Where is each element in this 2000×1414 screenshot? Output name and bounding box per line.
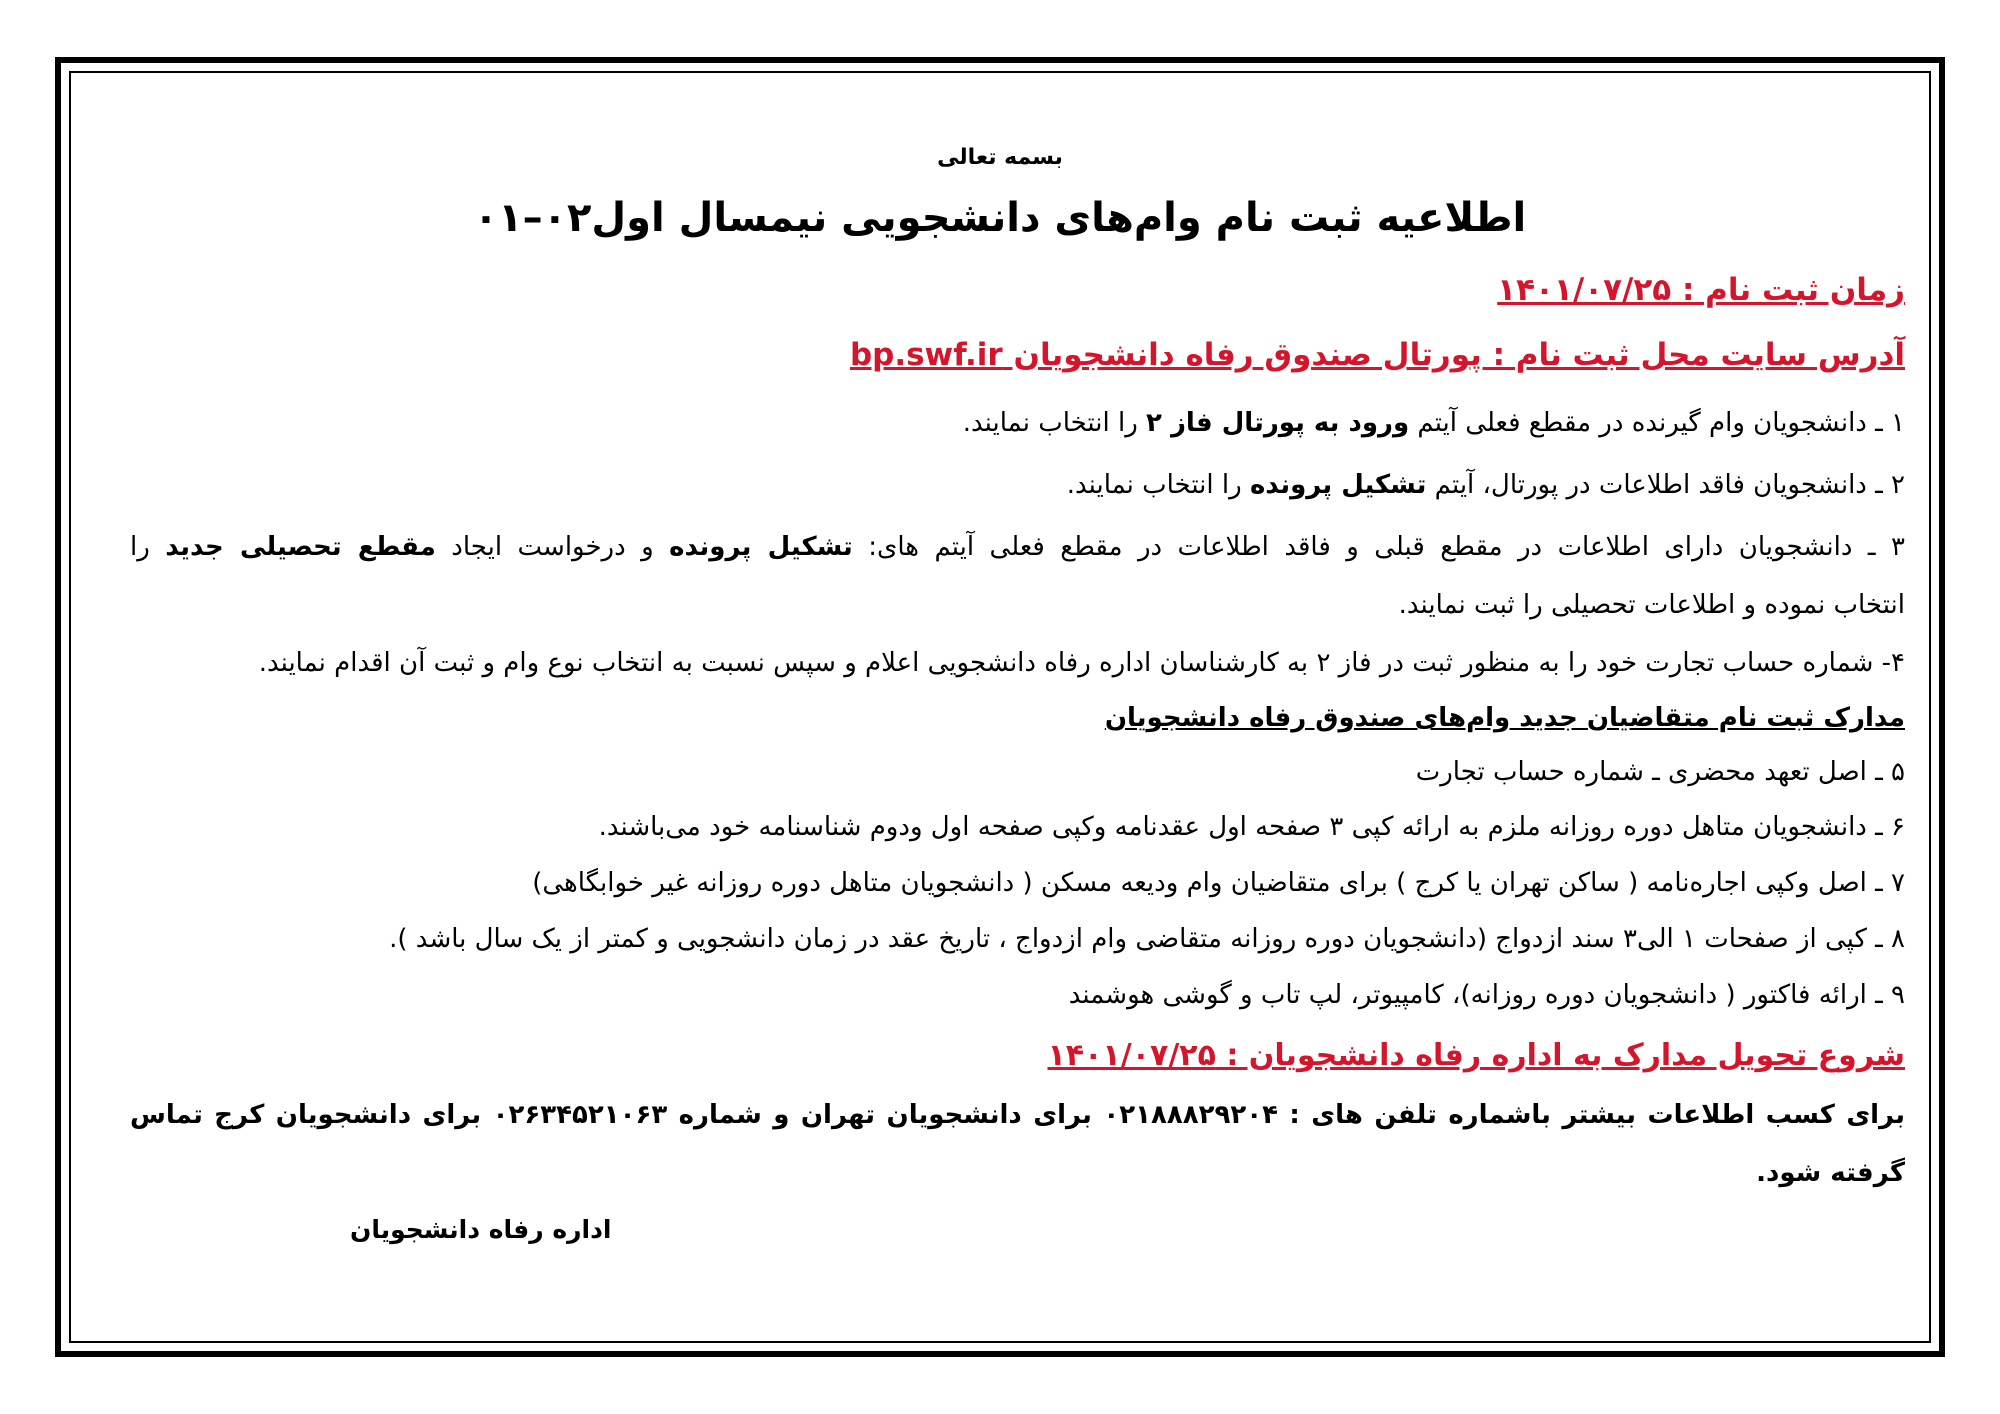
item-2-text-b: تشکیل پرونده <box>1249 470 1427 500</box>
item-2-text-a: ۲ ـ دانشجویان فاقد اطلاعات در پورتال، آیتم <box>1426 470 1905 500</box>
documents-heading: مدارک ثبت نام متقاضیان جدید وام‌های صندوق رفاه دانشجویان <box>1104 703 1905 733</box>
item-3-text-b: تشکیل پرونده <box>669 532 853 562</box>
item-1-text-a: ۱ ـ دانشجویان وام گیرنده در مقطع فعلی آیتم <box>1409 408 1905 438</box>
page-title: اطلاعیه ثبت نام وام‌های دانشجویی نیمسال اول۰۲–۰۱ <box>473 195 1527 241</box>
item-3 <box>130 532 1905 562</box>
registration-time-label: زمان ثبت نام : ۱۴۰۱/۰۷/۲۵ <box>1497 272 1905 308</box>
registration-site-url[interactable]: bp.swf.ir <box>849 337 1003 373</box>
item-2-text-c: را انتخاب نمایند. <box>1066 470 1250 500</box>
item-1-text-c: را انتخاب نمایند. <box>962 408 1147 438</box>
bismillah: بسمه تعالی <box>937 145 1063 170</box>
item-7: ۷ ـ اصل وکپی اجاره‌نامه ( ساکن تهران یا کرج ) برای متقاضیان وام ودیعه مسکن ( دانشجویان متاهل دوره روزانه غیر خوابگاهی) <box>532 868 1905 898</box>
item-3-text-d: مقطع تحصیلی جدید <box>165 532 436 562</box>
registration-time <box>130 272 1905 308</box>
item-3-line-2: انتخاب نموده و اطلاعات تحصیلی را ثبت نمایند. <box>1398 590 1905 620</box>
item-6: ۶ ـ دانشجویان متاهل دوره روزانه ملزم به ارائه کپی ۳ صفحه اول عقدنامه وکپی صفحه اول ودوم شناسنامه خود می‌باشند. <box>598 812 1905 842</box>
registration-site-label: آدرس سایت محل ثبت نام : پورتال صندوق رفاه دانشجویان <box>1002 337 1905 373</box>
item-3-text-c: و درخواست ایجاد <box>435 532 670 562</box>
item-3-text-e: را <box>130 532 166 562</box>
contact-line-2: گرفته شود. <box>1756 1158 1905 1188</box>
item-2 <box>130 470 1905 500</box>
item-4: ۴- شماره حساب تجارت خود را به منظور ثبت در فاز ۲ به کارشناسان اداره رفاه دانشجویی اعلام و سپس نسبت به انتخاب نوع وام و ثبت آن اقدام نمایند. <box>258 648 1905 678</box>
item-3-text-a: ۳ ـ دانشجویان دارای اطلاعات در مقطع قبلی و فاقد اطلاعات در مقطع فعلی آیتم های: <box>852 532 1905 562</box>
item-5: ۵ ـ اصل تعهد محضری ـ شماره حساب تجارت <box>1415 757 1905 787</box>
contact-line-1: برای کسب اطلاعات بیشتر باشماره تلفن های : ۰۲۱۸۸۸۲۹۲۰۴ برای دانشجویان تهران و شماره ۰۲۶۳۴۵۲۱۰۶۳ برای دانشجویان کرج تماس <box>130 1100 1905 1130</box>
signature: اداره رفاه دانشجویان <box>350 1215 612 1244</box>
item-1-text-b: ورود به پورتال فاز ۲ <box>1146 408 1410 438</box>
delivery-start: شروع تحویل مدارک به اداره رفاه دانشجویان : ۱۴۰۱/۰۷/۲۵ <box>1047 1038 1905 1073</box>
item-1 <box>130 408 1905 438</box>
item-9: ۹ ـ ارائه فاکتور ( دانشجویان دوره روزانه)، کامپیوتر، لپ تاب و گوشی هوشمند <box>1068 980 1905 1010</box>
registration-site <box>130 337 1905 373</box>
item-8: ۸ ـ کپی از صفحات ۱ الی۳ سند ازدواج (دانشجویان دوره روزانه متقاضی وام ازدواج ، تاریخ عقد در زمان دانشجویی و کمتر از یک سال باشد ). <box>389 924 1905 954</box>
